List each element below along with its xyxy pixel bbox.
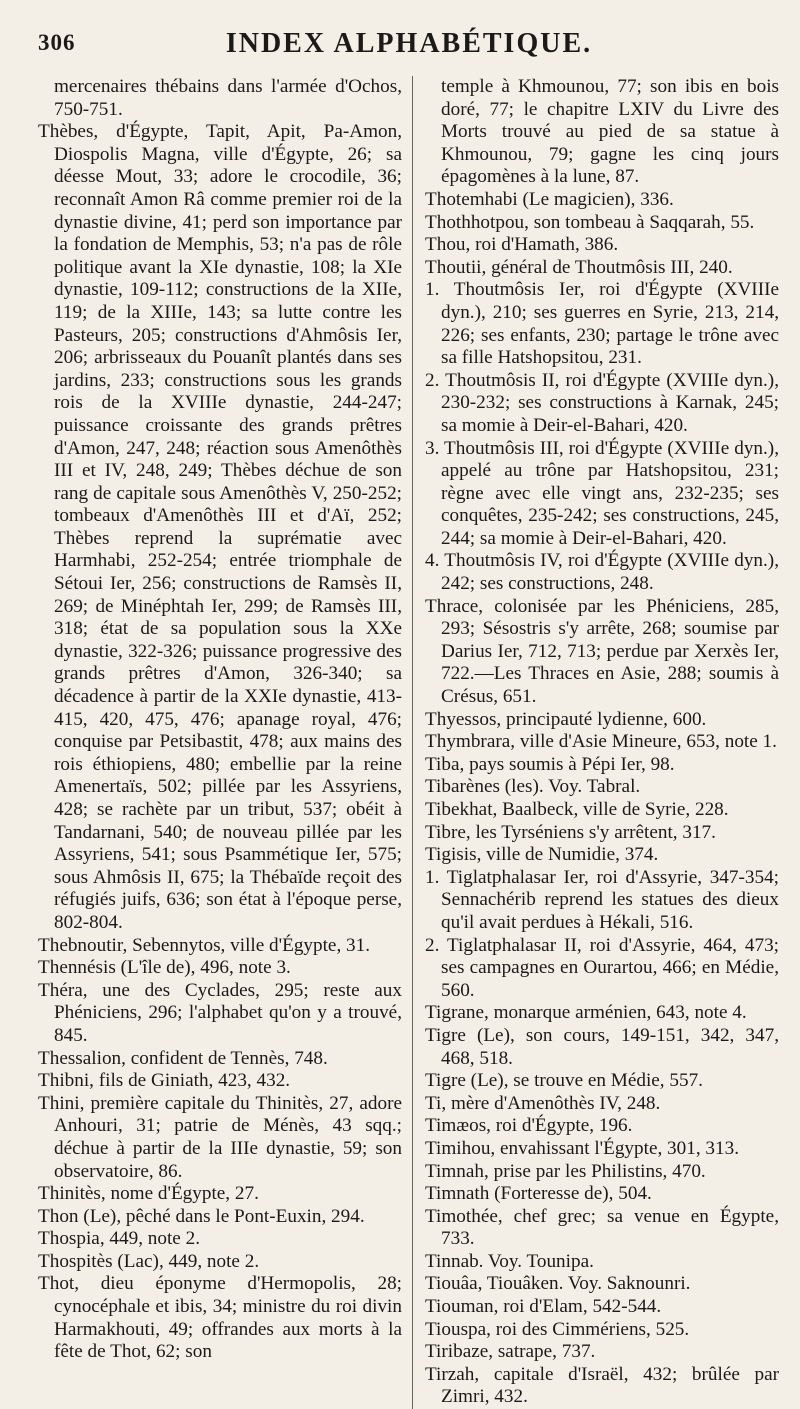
index-entry: Tiouman, roi d'Elam, 542-544. [425,1296,662,1318]
index-entry: mercenaires thébains dans l'armée d'Ochos, 750-751. [54,76,402,120]
index-entry: Tigre (Le), se trouve en Médie, 557. [425,1070,703,1092]
index-entry: Tibre, les Tyrséniens s'y arrêtent, 317. [425,821,716,843]
index-entry: Tigrane, monarque arménien, 643, note 4. [425,1002,747,1024]
index-entry: Thebnoutir, Sebennytos, ville d'Égypte, 31. [38,934,371,956]
index-entry: 1. Tiglatphalasar Ier, roi d'Assyrie, 347-354; Sennachérib reprend les statues des dieux qu'il avait perdues à Hékali, 516. [425,866,779,933]
index-column-right [412,76,779,1409]
index-entry: Timnah, prise par les Philistins, 470. [425,1160,706,1182]
index-entry: Thinitès, nome d'Égypte, 27. [38,1183,259,1205]
index-entry: Thot, dieu éponyme d'Hermopolis, 28; cynocéphale et ibis, 34; ministre du roi divin Harmakhouti, 49; offrandes aux morts à la fête de Thot, 62; son [38,1273,402,1363]
index-entry: 2. Thoutmôsis II, roi d'Égypte (XVIIIe dyn.), 230-232; ses constructions à Karnak, 245; sa momie à Deir-el-Bahari, 420. [425,369,779,436]
page-header [38,22,780,72]
index-entry: temple à Khmounou, 77; son ibis en bois doré, 77; le chapitre LXIV du Livre des Morts trouvé au pied de sa statue à Khmounou, 79; gagne les cinq jours épagomènes à la lune, 87. [441,76,779,188]
index-entry: Timothée, chef grec; sa venue en Égypte, 733. [425,1205,779,1250]
index-entry: Tirzah, capitale d'Israël, 432; brûlée par Zimri, 432. [425,1363,779,1408]
index-entry: Tiribaze, satrape, 737. [425,1341,596,1363]
index-entry: 4. Thoutmôsis IV, roi d'Égypte (XVIIIe dyn.), 242; ses constructions, 248. [425,550,779,595]
index-entry: Tinnab. Voy. Tounipa. [425,1250,594,1272]
index-entry: Thotemhabi (Le magicien), 336. [425,188,674,210]
index-entry: Thessalion, confident de Tennès, 748. [38,1047,328,1069]
index-entry: Thèbes, d'Égypte, Tapit, Apit, Pa-Amon, Diospolis Magna, ville d'Égypte, 26; sa déesse Mout, 33; adore le crocodile, 36; reconnaît Amon Râ comme premier roi de la dynastie divine, 41; perd son importance par la fondation de Memphis, 53; n'a pas de rôle politique avant la XIe dynastie, 108; la XIe dynastie, 109-112; constructions de la XIIe, 119; de la XIIIe, 143; sa lutte contre les Pasteurs, 205; constructions d'Ahmôsis Ier, 206; arbrisseaux du Pouanît plantés dans ses jardins, 233; constructions sous les grands rois de la XVIIIe dynastie, 244-247; puissance croissante des grands prêtres d'Amon, 247, 248; réaction sous Amenôthès III et IV, 248, 249; Thèbes déchue de son rang de capitale sous Amenôthès V, 250-252; tombeaux d'Amenôthès III et d'Aï, 252; Thèbes reprend la suprématie avec Harmhabi, 252-254; entrée triomphale de Sétoui Ier, 256; constructions de Ramsès II, 269; de Minéphtah Ier, 299; de Ramsès III, 318; état de sa population sous la XXe dynastie, 322-326; puissance progressive des grands prêtres d'Amon, 326-340; sa décadence à partir de la XXIe dynastie, 413-415, 420, 475, 476; apanage royal, 476; conquise par Petsibastit, 478; aux mains des rois éthiopiens, 480; embellie par la reine Amenertaïs, 502; pillée par les Assyriens, 428; se rachète par un tribut, 537; obéit à Tandarnani, 540; de nouveau pillée par les Assyriens, 541; sous Psammétique Ier, 575; sous Ahmôsis II, 675; la Thébaïde reçoit des réfugiés juifs, 636; son état à l'époque perse, 802-804. [38,121,402,933]
index-entry: Tiouâa, Tiouâken. Voy. Saknounri. [425,1273,691,1295]
index-entry: Timihou, envahissant l'Égypte, 301, 313. [425,1137,740,1159]
index-entry: Thymbrara, ville d'Asie Mineure, 653, note 1. [425,731,777,753]
index-entry: Thothhotpou, son tombeau à Saqqarah, 55. [425,211,755,233]
index-entry: Thini, première capitale du Thinitès, 27, adore Anhouri, 31; patrie de Ménès, 43 sqq.; déchue à partir de la IIIe dynastie, 59; son observatoire, 86. [38,1092,402,1182]
index-entry: Thon (Le), pêché dans le Pont-Euxin, 294. [38,1205,365,1227]
index-entry: Thennésis (L'île de), 496, note 3. [38,957,291,979]
index-entry: Thospitès (Lac), 449, note 2. [38,1250,260,1272]
index-entry: Tigisis, ville de Numidie, 374. [425,844,659,866]
index-entry: Thou, roi d'Hamath, 386. [425,234,619,256]
index-entry: Théra, une des Cyclades, 295; reste aux Phéniciens, 296; l'alphabet qu'on y a trouvé, 845. [38,979,402,1046]
index-entry: Tiba, pays soumis à Pépi Ier, 98. [425,753,675,775]
index-entry: Thrace, colonisée par les Phéniciens, 285, 293; Sésostris s'y arrête, 268; soumise par Darius Ier, 712, 713; perdue par Xerxès Ier, 722.—Les Thraces en Asie, 288; soumis à Crésus, 651. [425,595,779,708]
page-number: 306 [38,30,76,55]
index-entry: Thyessos, principauté lydienne, 600. [425,708,707,730]
index-entry: Ti, mère d'Amenôthès IV, 248. [425,1092,661,1114]
index-entry: Thospia, 449, note 2. [38,1228,201,1250]
index-columns [38,76,780,1409]
index-entry: Timnath (Forteresse de), 504. [425,1183,652,1205]
index-entry: 2. Tiglatphalasar II, roi d'Assyrie, 464, 473; ses campagnes en Ourartou, 466; en Médie, 560. [425,934,779,1001]
index-entry: Timæos, roi d'Égypte, 196. [425,1115,633,1137]
index-entry: Tibarènes (les). Voy. Tabral. [425,776,641,798]
page-title: INDEX ALPHABÉTIQUE. [225,28,593,59]
index-entry: 1. Thoutmôsis Ier, roi d'Égypte (XVIIIe dyn.), 210; ses guerres en Syrie, 213, 214, 226; ses enfants, 230; partage le trône avec sa fille Hatshopsitou, 231. [425,279,779,369]
index-entry: 3. Thoutmôsis III, roi d'Égypte (XVIIIe dyn.), appelé au trône par Hatshopsitou, 231; règne avec elle vingt ans, 232-235; ses conquêtes, 235-242; ses constructions, 245, 244; sa momie à Deir-el-Bahari, 420. [425,437,779,549]
index-entry: Thibni, fils de Giniath, 423, 432. [38,1070,291,1092]
index-entry: Tiouspa, roi des Cimmériens, 525. [425,1318,690,1340]
index-column-left [38,76,402,1409]
index-entry: Thoutii, général de Thoutmôsis III, 240. [425,256,733,278]
index-entry: Tibekhat, Baalbeck, ville de Syrie, 228. [425,799,729,820]
index-entry: Tigre (Le), son cours, 149-151, 342, 347, 468, 518. [425,1024,779,1069]
